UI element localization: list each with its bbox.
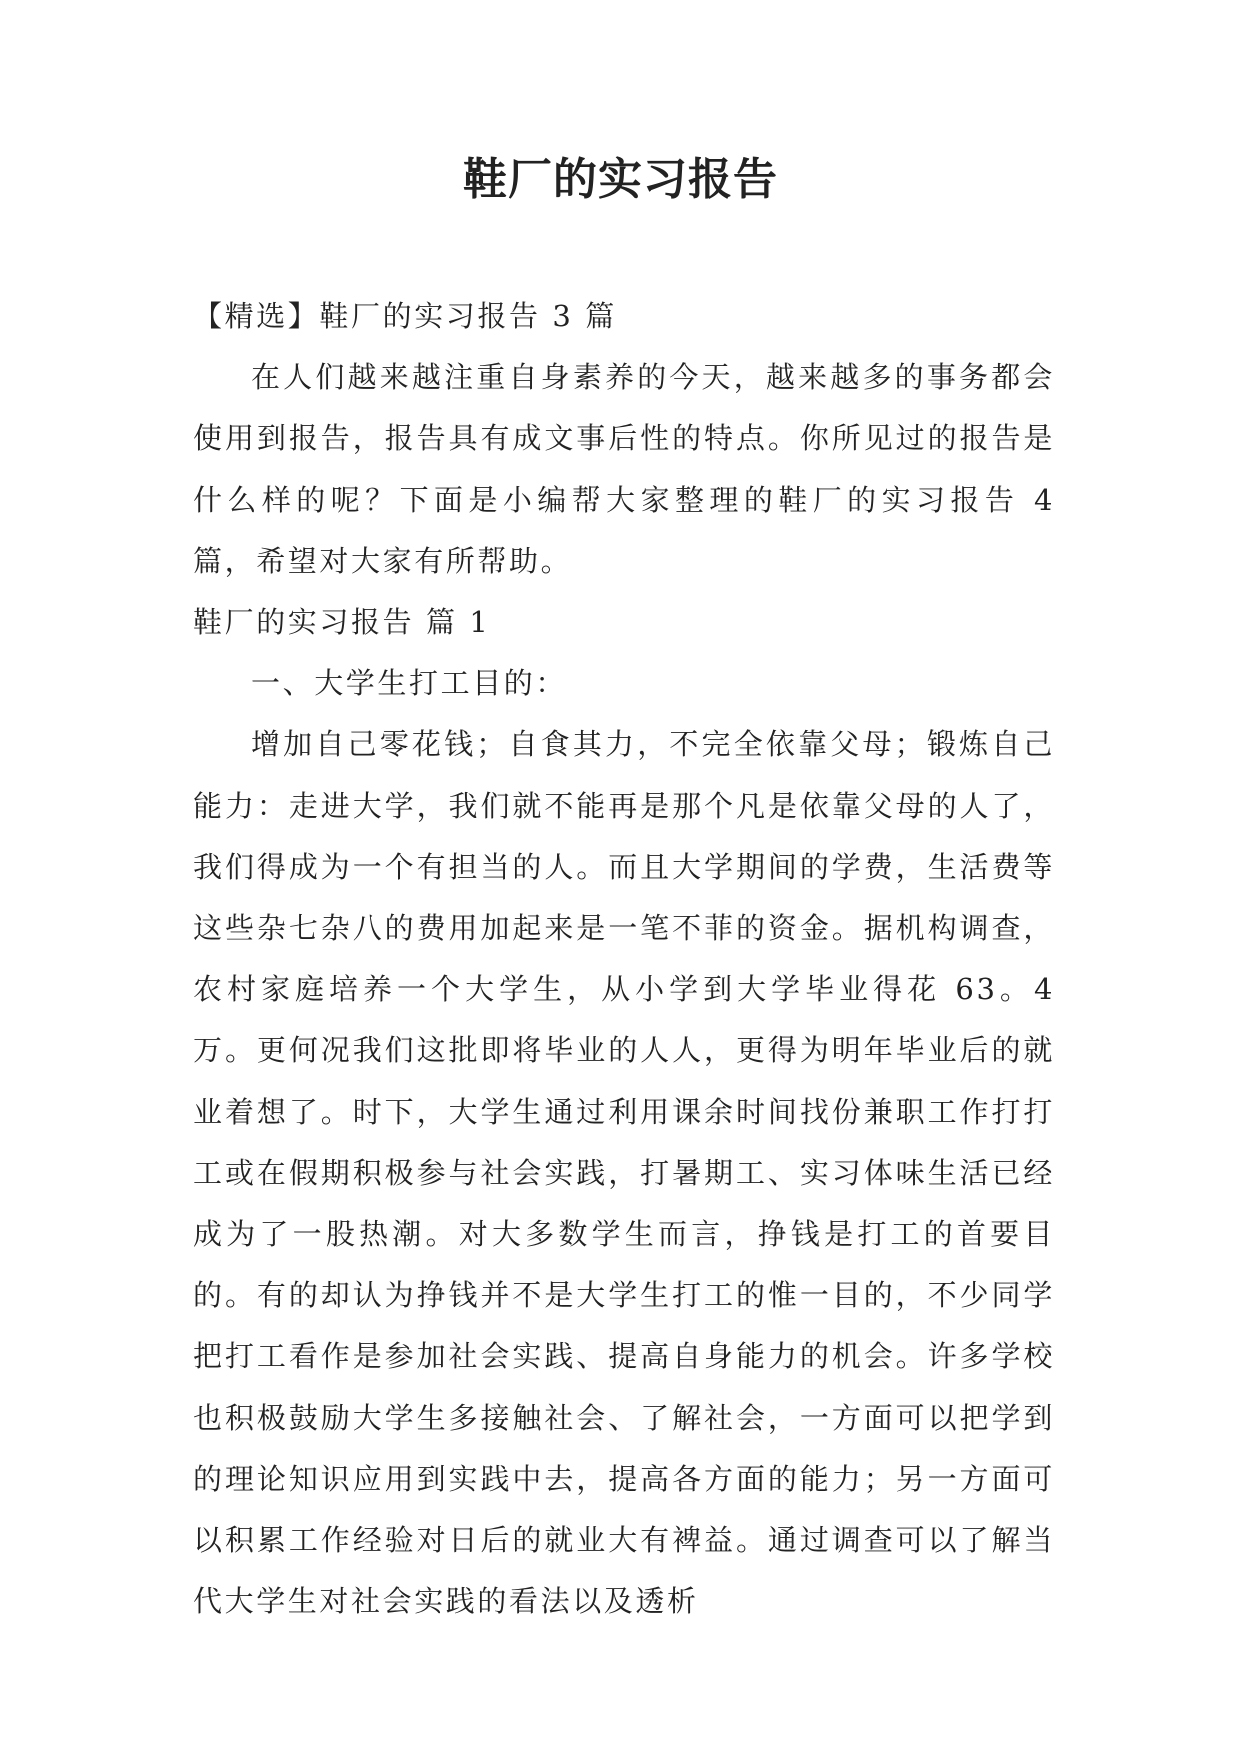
document-title: 鞋厂的实习报告 [463, 154, 778, 205]
body-paragraph: 增加自己零花钱；自食其力，不完全依靠父母；锻炼自己能力：走进大学，我们就不能再是那个凡是依靠父母的人了，我们得成为一个有担当的人。而且大学期间的学费，生活费等这些杂七杂八的费用加起来是一笔不菲的资金。据机构调查，农村家庭培养一个大学生，从小学到大学毕业得花 63。4 万。更何况我们这批即将毕业的人人，更得为明年毕业后的就业着想了。时下，大学生通过利用课余时间找份兼职工作打打工或在假期积极参与社会实践，打暑期工、实习体味生活已经成为了一股热潮。对大多数学生而言，挣钱是打工的首要目的。有的却认为挣钱并不是大学生打工的惟一目的，不少同学把打工看作是参加社会实践、提高自身能力的机会。许多学校也积极鼓励大学生多接触社会、了解社会，一方面可以把学到的理论知识应用到实践中去，提高各方面的能力；另一方面可以积累工作经验对日后的就业大有裨益。通过调查可以了解当代大学生对社会实践的看法以及透析 [193, 727, 1055, 1619]
section-heading: 鞋厂的实习报告 篇 1 [193, 605, 491, 640]
intro-paragraph: 在人们越来越注重自身素养的今天，越来越多的事务都会使用到报告，报告具有成文事后性的特点。你所见过的报告是什么样的呢？下面是小编帮大家整理的鞋厂的实习报告 4 篇，希望对大家有所帮助。 [193, 360, 1055, 578]
document-body [193, 286, 1055, 1632]
subsection-heading: 一、大学生打工目的： [251, 666, 568, 701]
collection-heading: 【精选】鞋厂的实习报告 3 篇 [193, 299, 617, 333]
